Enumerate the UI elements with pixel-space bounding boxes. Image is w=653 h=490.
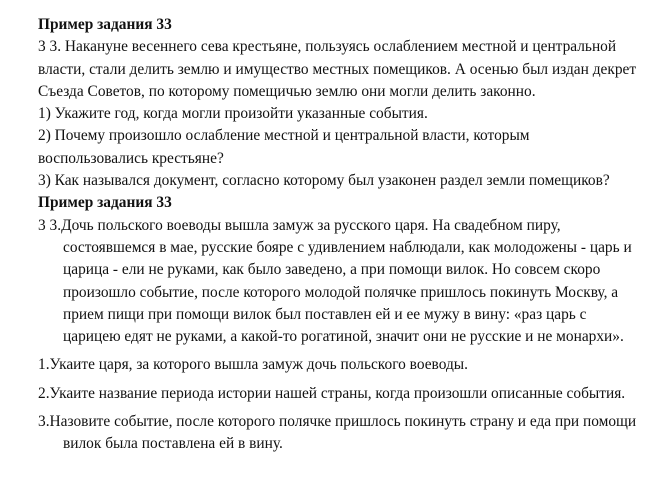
question-3: 3.Назовите событие, после которого полячке пришлось покинуть страну и еда при помощи вилок была поставлена ей в вину. — [38, 413, 637, 453]
task-heading: Пример задания 33 — [38, 16, 172, 33]
question-1: 1.Укаите царя, за которого вышла замуж дочь польского воеводы. — [38, 356, 468, 374]
task-intro: 3 3. Накануне весеннего сева крестьяне, пользуясь ослаблением местной и центральной власти, стали делить землю и имущество местных помещиков. А осенью был издан декрет Съезда Советов, по которому помещичью землю они могли делить законно. — [38, 38, 637, 100]
question-2: 2) Почему произошло ослабление местной и центральной власти, которым воспользовались крестьяне? — [38, 127, 530, 167]
question-3: 3) Как назывался документ, согласно которому был узаконен раздел земли помещиков? — [38, 172, 610, 190]
question-2: 2.Укаите название периода истории нашей страны, когда произошли описанные события. — [38, 384, 626, 402]
document-page — [38, 14, 638, 456]
task-heading: Пример задания 33 — [38, 194, 172, 212]
task-33-land-section — [38, 14, 638, 192]
task-intro: 3 3.Дочь польского воеводы вышла замуж за русского царя. На свадебном пиру, состоявшемся в мае, русские бояре с удивлением наблюдали, как молодожены - царь и царица - ели не руками, как было заведено, а при помощи вилок. Но совсем скоро произошло событие, после которого молодой полячке пришлось покинуть Москву, а прием пищи при помощи вилок был поставлен ей и ее мужу в вину: «раз царь с царицею едят не руками, а какой-то рогатиной, значит они не русские и не монархи». — [38, 216, 632, 346]
task-33-forks-section — [38, 192, 638, 455]
question-1: 1) Укажите год, когда могли произойти указанные события. — [38, 105, 428, 123]
